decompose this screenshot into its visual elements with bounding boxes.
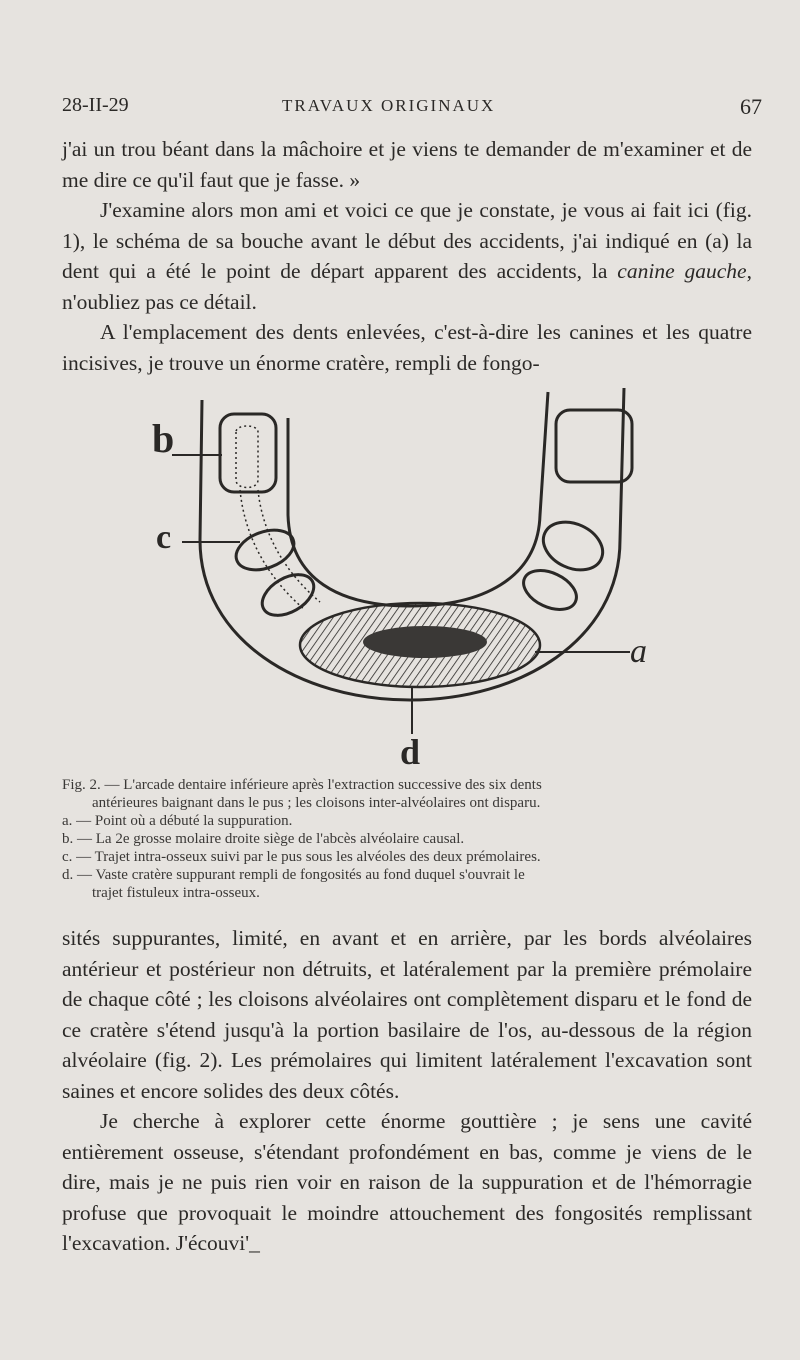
text-block-bottom (62, 923, 752, 1259)
figure-caption (62, 776, 782, 902)
paragraph-4: sités suppurantes, limité, en avant et en arrière, par les bords alvéolaires antérieur et postérieur non détruits, et latéralement par la première prémolaire de chaque côté ; les cloisons alvéolaires ont complètement disparu et le fond de ce cratère s'étend jusqu'à la portion basilaire de l'os, au-dessous de la région alvéolaire (fig. 2). Les prémolaires qui limitent latéralement l'excavation sont saines et encore solides des deux côtés. (62, 926, 752, 1103)
page-number: 67 (740, 94, 762, 119)
paragraph-3: A l'emplacement des dents enlevées, c'est-à-dire les canines et les quatre incisives, je trouve un énorme cratère, rempli de fongo- (62, 320, 752, 375)
paragraph-2-text: J'examine alors mon ami et voici ce que je constate, je vous ai fait ici (fig. 1), le schéma de sa bouche avant le début des accidents, j'ai indiqué en (a) la dent qui a été le point de départ apparent des accidents, la (62, 198, 752, 283)
label-a: a (630, 633, 647, 670)
caption-a: a. — Point où a débuté la suppuration. (62, 813, 293, 829)
paragraph-2-end: , n'oubliez pas ce détail. (62, 259, 752, 314)
running-title: TRAVAUX ORIGINAUX (282, 96, 496, 115)
page-header (62, 94, 762, 124)
caption-title-cont: antérieures baignant dans le pus ; les cloisons inter-alvéolaires ont disparu. (92, 795, 541, 811)
header-date: 28-II-29 (62, 94, 129, 116)
paragraph-5: Je cherche à explorer cette énorme gouttière ; je sens une cavité entièrement osseuse, s'étendant profondément en bas, comme je viens de le dire, mais je ne puis rien voir en raison de la suppuration et de l'hémorragie profuse que provoquait le moindre attouchement des fongosités remplissant l'excavation. J'écouvi'_ (62, 1109, 752, 1255)
label-b: b (152, 416, 175, 461)
premolar-right-1 (536, 513, 611, 579)
caption-b: b. — La 2e grosse molaire droite siège de l'abcès alvéolaire causal. (62, 831, 465, 847)
caption-title: Fig. 2. — L'arcade dentaire inférieure après l'extraction successive des six dents (62, 777, 542, 793)
premolar-right-2 (517, 563, 582, 617)
molar-b (220, 414, 276, 492)
molar-b-root-dotted (236, 426, 258, 488)
text-block-top (62, 134, 752, 378)
crater-d-core (363, 626, 487, 658)
inner-jaw-outline (288, 392, 548, 606)
caption-d-cont: trajet fistuleux intra-osseux. (92, 885, 260, 901)
paragraph-2-italic: canine gauche (617, 259, 747, 283)
label-d: d (400, 732, 421, 772)
paragraph-2 (62, 195, 752, 317)
dental-arch-figure (140, 380, 660, 780)
paragraph-1: j'ai un trou béant dans la mâchoire et je viens te demander de m'examiner et de me dire ce qu'il faut que je fasse. » (62, 137, 752, 192)
caption-c: c. — Trajet intra-osseux suivi par le pus sous les alvéoles des deux prémolaires. (62, 849, 541, 865)
caption-d: d. — Vaste cratère suppurant rempli de fongosités au fond duquel s'ouvrait le (62, 867, 525, 883)
label-c: c (156, 519, 172, 556)
